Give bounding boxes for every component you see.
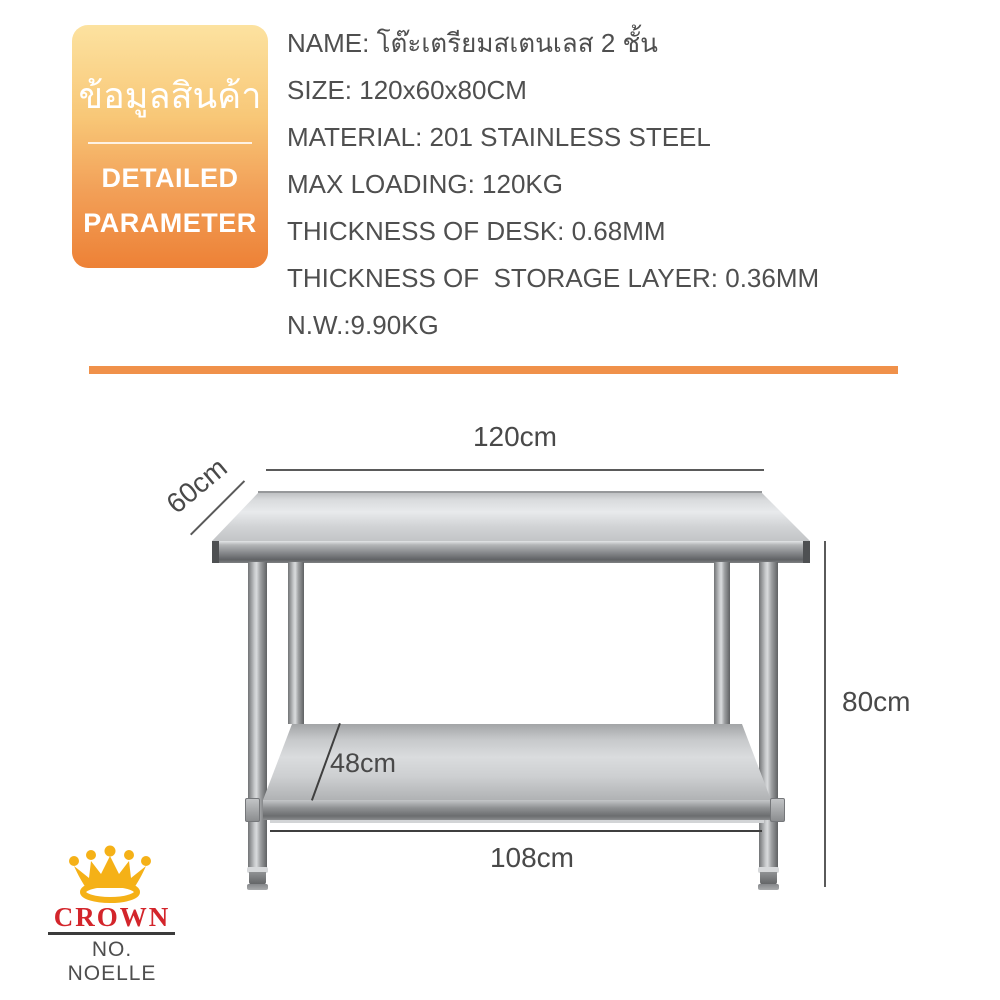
spec-material: MATERIAL: 201 STAINLESS STEEL: [287, 122, 711, 152]
detailed-parameter-badge: [72, 25, 268, 268]
section-divider: [89, 366, 898, 374]
spec-max-loading: MAX LOADING: 120KG: [287, 169, 563, 199]
table-apron-endcap-right: [803, 541, 810, 563]
shelf-clamp-right: [770, 798, 785, 822]
dimension-label-width: 120cm: [472, 421, 558, 452]
brand-divider: [48, 932, 175, 935]
spec-name: NAME: โต๊ะเตรียมสเตนเลส 2 ชั้น: [287, 28, 658, 58]
spec-thickness-storage: THICKNESS OF STORAGE LAYER: 0.36MM: [287, 263, 820, 293]
table-leg-back-left: [288, 562, 304, 724]
badge-subtitle-line1: DETAILED: [101, 163, 239, 193]
table-leg-back-right: [714, 562, 730, 724]
foot-base-left: [247, 884, 268, 890]
badge-subtitle-line2: PARAMETER: [83, 208, 257, 238]
spec-thickness-desk: THICKNESS OF DESK: 0.68MM: [287, 216, 666, 246]
brand-model: NO. NOELLE: [67, 938, 157, 985]
shelf-clamp-left: [245, 798, 260, 822]
dimension-label-shelf-depth: 48cm: [330, 748, 397, 778]
dimension-line-width: [266, 469, 764, 471]
table-apron: [212, 541, 810, 563]
dimension-label-depth: 60cm: [160, 451, 233, 520]
spec-list: [287, 20, 819, 349]
dimension-label-shelf-width: 108cm: [489, 842, 575, 873]
storage-shelf-front-edge: [263, 800, 771, 820]
table-top-surface: [212, 491, 810, 541]
spec-size: SIZE: 120x60x80CM: [287, 75, 527, 105]
foot-base-right: [758, 884, 779, 890]
dimension-label-height: 80cm: [842, 686, 911, 717]
badge-divider: [88, 142, 252, 144]
dimension-line-height: [824, 541, 826, 887]
spec-net-weight: N.W.:9.90KG: [287, 310, 439, 340]
crown-icon: [63, 843, 157, 905]
table-top-back-edge: [258, 491, 762, 493]
table-leg-front-left: [248, 562, 267, 868]
table-apron-endcap-left: [212, 541, 219, 563]
badge-title-thai: ข้อมูลสินค้า: [78, 75, 262, 116]
storage-shelf-shadow: [270, 820, 764, 823]
brand-name: CROWN: [53, 902, 171, 932]
dimension-line-shelf-width: [270, 830, 762, 832]
